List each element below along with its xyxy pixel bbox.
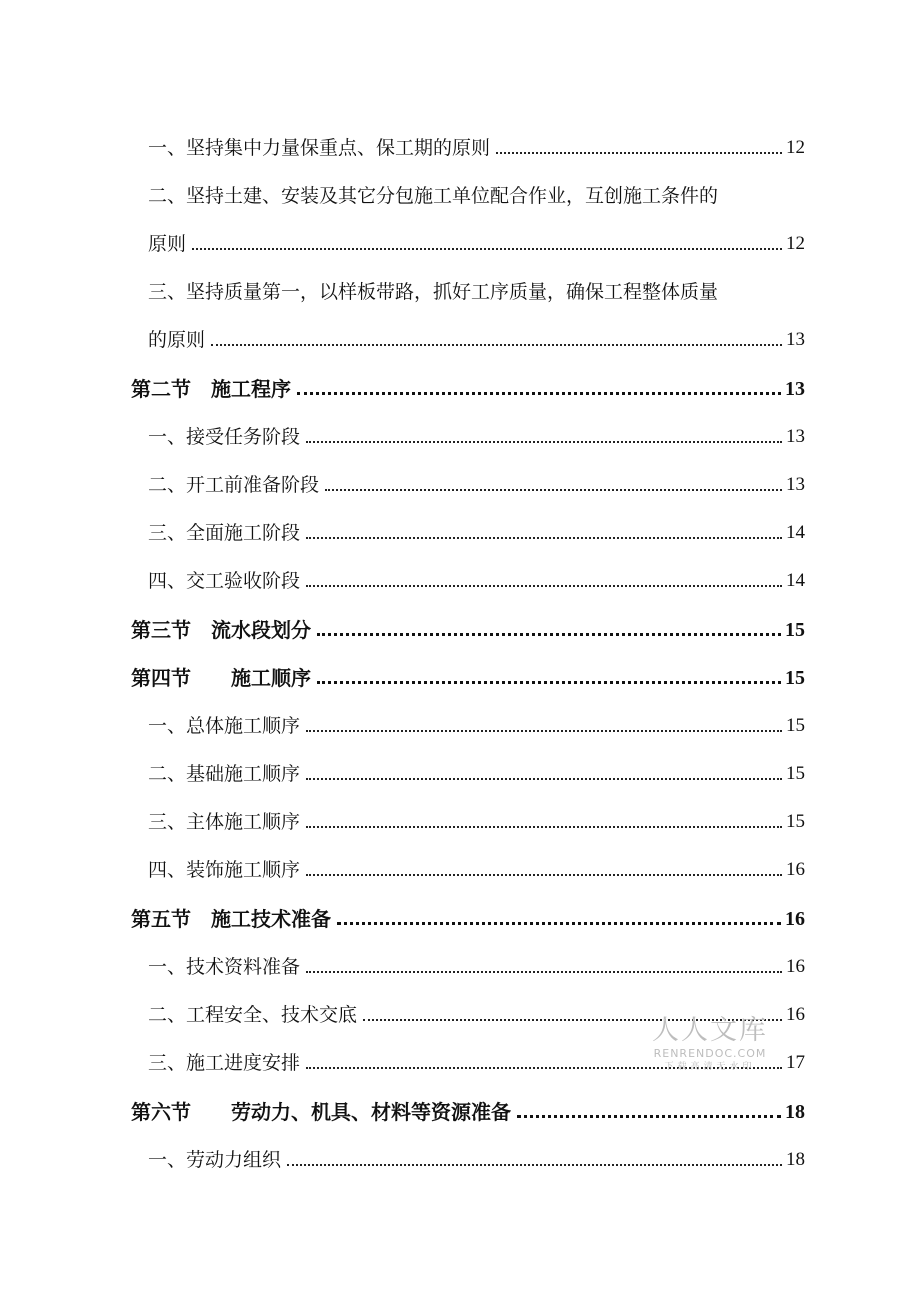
dot-leader <box>325 488 782 491</box>
dot-leader <box>192 247 782 250</box>
dot-leader <box>496 151 782 154</box>
toc-entry-title: 四、交工验收阶段 <box>148 570 301 592</box>
toc-page-number: 13 <box>786 329 805 350</box>
dot-leader <box>297 391 781 395</box>
toc-entry[interactable] <box>148 419 805 449</box>
toc-entry-title: 三、全面施工阶段 <box>148 522 301 544</box>
toc-page-number: 13 <box>785 378 805 400</box>
dot-leader <box>337 921 781 925</box>
toc-entry[interactable] <box>148 130 805 160</box>
toc-page-number: 13 <box>786 426 805 447</box>
watermark-url: RENRENDOC.COM <box>653 1047 767 1060</box>
toc-page-number: 16 <box>786 956 805 977</box>
toc-page-number: 18 <box>785 1101 805 1123</box>
toc-entry-title: 四、装饰施工顺序 <box>148 859 301 881</box>
toc-section-entry[interactable] <box>131 1094 805 1124</box>
toc-entry[interactable] <box>148 515 805 545</box>
toc-page-number: 13 <box>786 474 805 495</box>
toc-section-entry[interactable] <box>131 660 805 690</box>
dot-leader <box>306 440 782 443</box>
toc-entry[interactable] <box>148 178 805 208</box>
toc-entry[interactable] <box>148 949 805 979</box>
dot-leader <box>306 970 782 973</box>
dot-leader <box>306 729 782 732</box>
toc-entry[interactable] <box>148 756 805 786</box>
dot-leader <box>306 536 782 539</box>
toc-entry-title: 二、开工前准备阶段 <box>148 474 320 496</box>
dot-leader <box>317 632 781 636</box>
dot-leader <box>287 1163 782 1166</box>
toc-entry[interactable] <box>148 322 805 352</box>
toc-entry[interactable] <box>148 563 805 593</box>
toc-entry-title: 第六节 劳动力、机具、材料等资源准备 <box>131 1100 511 1124</box>
toc-entry-title: 原则 <box>148 233 187 255</box>
toc-entry-title: 第四节 施工顺序 <box>131 666 311 690</box>
toc-page-number: 15 <box>785 667 805 689</box>
toc-entry[interactable] <box>148 852 805 882</box>
toc-entry[interactable] <box>148 1142 805 1172</box>
toc-entry-title: 的原则 <box>148 329 206 351</box>
dot-leader <box>211 343 782 346</box>
toc-entry-title: 三、主体施工顺序 <box>148 811 301 833</box>
toc-entry-title: 二、基础施工顺序 <box>148 763 301 785</box>
dot-leader <box>306 584 782 587</box>
toc-entry-title: 三、施工进度安排 <box>148 1052 301 1074</box>
toc-entry-title: 一、总体施工顺序 <box>148 715 301 737</box>
toc-entry-title: 第三节 流水段划分 <box>131 618 311 642</box>
dot-leader <box>306 777 782 780</box>
dot-leader <box>306 873 782 876</box>
toc-entry-title: 二、工程安全、技术交底 <box>148 1004 358 1026</box>
toc-entry[interactable] <box>148 226 805 256</box>
toc-entry-title: 一、技术资料准备 <box>148 956 301 978</box>
toc-page-number: 18 <box>786 1149 805 1170</box>
toc-section-entry[interactable] <box>131 371 805 401</box>
toc-entry[interactable] <box>148 708 805 738</box>
toc-entry-title: 一、接受任务阶段 <box>148 426 301 448</box>
toc-entry-title: 三、坚持质量第一，以样板带路，抓好工序质量，确保工程整体质量 <box>148 281 719 303</box>
toc-entry-title: 一、坚持集中力量保重点、保工期的原则 <box>148 137 491 159</box>
toc-page-number: 16 <box>786 1004 805 1025</box>
watermark-logo-text: 人人文库 <box>652 1015 768 1046</box>
toc-page-number: 15 <box>786 763 805 784</box>
toc-entry[interactable] <box>148 467 805 497</box>
toc-page-number: 12 <box>786 233 805 254</box>
toc-entry-title: 一、劳动力组织 <box>148 1149 282 1171</box>
toc-page-number: 15 <box>786 715 805 736</box>
toc-entry-title: 二、坚持土建、安装及其它分包施工单位配合作业，互创施工条件的 <box>148 185 719 207</box>
watermark <box>645 1015 775 1073</box>
toc-page-number: 15 <box>785 619 805 641</box>
toc-entry-title: 第二节 施工程序 <box>131 377 291 401</box>
toc-page-number: 17 <box>786 1052 805 1073</box>
toc-section-entry[interactable] <box>131 612 805 642</box>
watermark-tagline: 下载高清无水印 <box>664 1062 756 1072</box>
dot-leader <box>317 680 781 684</box>
toc-page-number: 16 <box>786 859 805 880</box>
dot-leader <box>517 1114 781 1118</box>
dot-leader <box>306 825 782 828</box>
toc-section-entry[interactable] <box>131 901 805 931</box>
toc-page-number: 12 <box>786 137 805 158</box>
toc-page-number: 14 <box>786 570 805 591</box>
toc-entry-title: 第五节 施工技术准备 <box>131 907 331 931</box>
toc-page-number: 14 <box>786 522 805 543</box>
toc-page-number: 16 <box>785 908 805 930</box>
toc-page-number: 15 <box>786 811 805 832</box>
toc-entry[interactable] <box>148 274 805 304</box>
toc-entry[interactable] <box>148 804 805 834</box>
